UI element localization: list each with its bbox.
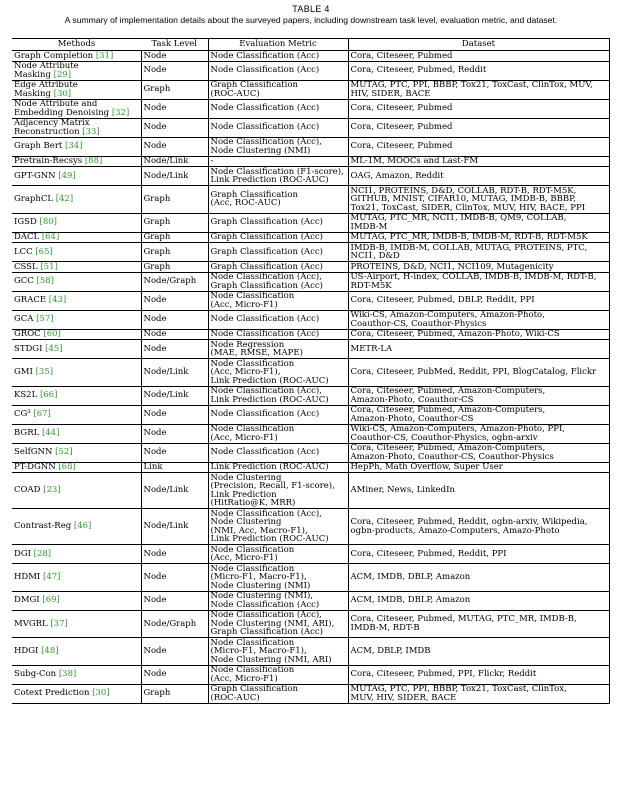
task-level-cell: Node [141,99,208,118]
citation-link[interactable]: [30] [92,688,110,699]
table-row [12,262,609,273]
method-name: GROC [14,329,41,339]
summary-table [12,38,610,704]
evaluation-metric-cell: Node Classification (F1-score), Link Prediction (ROC-AUC) [208,167,348,186]
evaluation-metric-cell: Node Classification (Acc, Micro-F1) [208,424,348,443]
method-cell [12,329,141,340]
evaluation-metric-cell: Node Classification (Acc, Micro-F1) [208,665,348,684]
table-row [12,137,609,156]
table-row [12,610,609,638]
method-cell [12,665,141,684]
evaluation-metric-cell: - [208,156,348,167]
table-row [12,329,609,340]
table-label: TABLE 4 [292,4,330,14]
method-cell [12,340,141,359]
table-row [12,310,609,329]
task-level-cell: Node/Link [141,167,208,186]
citation-link[interactable]: [48] [41,646,59,656]
citation-link[interactable]: [38] [58,669,77,680]
method-name: Cotext Prediction [14,688,90,699]
dataset-cell: Cora, Citeseer, Pubmed [348,118,609,137]
task-level-cell: Node [141,329,208,340]
citation-link[interactable]: [60] [43,329,61,339]
citation-link[interactable]: [45] [45,343,63,354]
table-row [12,99,609,118]
method-cell [12,462,141,473]
table-row [12,638,609,666]
table-row [12,405,609,424]
method-cell [12,291,141,310]
method-name: IGSD [14,217,37,228]
method-name: MVGRL [14,618,48,629]
method-cell [12,156,141,167]
method-cell [12,118,141,137]
table-row [12,462,609,473]
table-row [12,80,609,99]
dataset-cell: Cora, Citeseer, Pubmed, Amazon-Photo, Wiki-CS [348,329,609,340]
method-name: DACL [14,232,40,242]
method-cell [12,232,141,243]
citation-link[interactable]: [66] [39,390,58,401]
citation-link[interactable]: [46] [73,521,92,532]
task-level-cell: Node/Graph [141,272,208,291]
dataset-cell: MUTAG, PTC, PPI, BBBP, Tox21, ToxCast, ClinTox, MUV, HIV, SIDER, BACE [348,684,609,703]
table-row [12,61,609,80]
citation-link[interactable]: [44] [41,428,60,439]
method-name: SelfGNN [14,447,53,458]
header-methods: Methods [12,39,141,51]
table-caption [0,4,622,26]
method-name: GCC [14,276,34,287]
task-level-cell: Node [141,591,208,610]
dataset-cell: ACM, IMDB, DBLP, Amazon [348,564,609,592]
evaluation-metric-cell: Node Classification (Acc), Node Clustering (NMI, ARI), Graph Classification (Acc) [208,610,348,638]
task-level-cell: Node/Link [141,509,208,545]
dataset-cell: OAG, Amazon, Reddit [348,167,609,186]
citation-link[interactable]: [30] [53,88,72,99]
citation-link[interactable]: [64] [41,232,60,242]
method-cell [12,424,141,443]
task-level-cell: Node/Graph [141,610,208,638]
citation-link[interactable]: [88] [84,156,103,166]
evaluation-metric-cell: Node Classification (Micro-F1, Macro-F1), Node Clustering (NMI) [208,564,348,592]
table-row [12,359,609,387]
dataset-cell: ML-1M, MOOCs and Last-FM [348,156,609,167]
method-cell [12,137,141,156]
table-row [12,386,609,405]
table-row [12,340,609,359]
evaluation-metric-cell: Node Classification (Acc), Link Prediction (ROC-AUC) [208,386,348,405]
method-cell [12,99,141,118]
method-name: BGRL [14,428,40,439]
task-level-cell: Node [141,545,208,564]
dataset-cell: MUTAG, PTC_MR, IMDB-B, IMDB-M, RDT-B, RDT-M5K [348,232,609,243]
task-level-cell: Graph [141,684,208,703]
evaluation-metric-cell: Graph Classification (Acc, ROC-AUC) [208,186,348,214]
dataset-cell: Cora, Citeseer, Pubmed, PPI, Flickr, Reddit [348,665,609,684]
citation-link[interactable]: [29] [53,69,72,80]
dataset-cell: Cora, Citeseer, Pubmed, Amazon-Computers, Amazon-Photo, Coauthor-CS [348,405,609,424]
method-cell [12,51,141,62]
table-row [12,291,609,310]
citation-link[interactable]: [80] [39,217,57,228]
evaluation-metric-cell: Node Classification (Acc) [208,51,348,62]
task-level-cell: Node [141,61,208,80]
method-name: GPT-GNN [14,170,56,181]
evaluation-metric-cell: Graph Classification (ROC-AUC) [208,80,348,99]
evaluation-metric-cell: Node Classification (Acc, Micro-F1) [208,291,348,310]
evaluation-metric-cell: Node Classification (Acc) [208,405,348,424]
method-name: HDMI [14,572,41,582]
dataset-cell: ACM, IMDB, DBLP, Amazon [348,591,609,610]
method-name: GRACE [14,295,47,306]
dataset-cell: Cora, Citeseer, Pubmed, MUTAG, PTC_MR, IMDB-B, IMDB-M, RDT-B [348,610,609,638]
method-name: Node Attribute and Embedding Denoising [14,99,110,118]
evaluation-metric-cell: Node Classification (Acc) [208,329,348,340]
dataset-cell: Cora, Citeseer, Pubmed [348,51,609,62]
method-cell [12,243,141,262]
dataset-cell: PROTEINS, D&D, NCI1, NCI109, Mutagenicity [348,262,609,273]
citation-link[interactable]: [34] [65,141,83,152]
task-level-cell: Node [141,405,208,424]
method-name: KS2L [14,390,38,401]
citation-link[interactable]: [51] [40,261,58,272]
task-level-cell: Graph [141,232,208,243]
citation-link[interactable]: [69] [42,595,60,606]
method-cell [12,272,141,291]
header-dataset: Dataset [348,39,609,51]
evaluation-metric-cell: Node Classification (Acc), Node Clustering (NMI, Acc, Macro-F1), Link Prediction (ROC-AUC) [208,509,348,545]
method-cell [12,545,141,564]
task-level-cell: Graph [141,243,208,262]
task-level-cell: Node [141,118,208,137]
method-cell [12,167,141,186]
method-name: CSSL [14,261,38,272]
citation-link[interactable]: [33] [82,126,100,137]
task-level-cell: Node [141,51,208,62]
table-row [12,509,609,545]
method-name: Subg-Con [14,669,57,680]
table-row [12,443,609,462]
table-row [12,473,609,509]
dataset-cell: US-Airport, H-index, COLLAB, IMDB-B, IMDB-M, RDT-B, RDT-M5K [348,272,609,291]
evaluation-metric-cell: Node Classification (Acc), Graph Classification (Acc) [208,272,348,291]
citation-link[interactable]: [35] [35,367,54,377]
method-cell [12,610,141,638]
evaluation-metric-cell: Node Clustering (Precision, Recall, F1-score), Link Prediction (HitRatio@K, MRR) [208,473,348,509]
citation-link[interactable]: [67] [33,409,51,420]
evaluation-metric-cell: Graph Classification (Acc) [208,262,348,273]
method-name: Pretrain-Recsys [14,156,83,166]
table-row [12,213,609,232]
method-cell [12,684,141,703]
table-row [12,156,609,167]
method-name: CG³ [14,409,31,420]
dataset-cell: MUTAG, PTC, PPI, BBBP, Tox21, ToxCast, ClinTox, MUV, HIV, SIDER, BACE [348,80,609,99]
evaluation-metric-cell: Link Prediction (ROC-AUC) [208,462,348,473]
table-row [12,272,609,291]
table-row [12,591,609,610]
table-row [12,665,609,684]
method-cell [12,638,141,666]
method-name: LCC [14,246,33,257]
table-row [12,51,609,62]
method-name: HDGI [14,646,39,656]
method-cell [12,359,141,387]
method-cell [12,509,141,545]
table-caption-text: A summary of implementation details about the surveyed papers, including downstream task level, evaluation metric, and dataset. [64,15,558,25]
citation-link[interactable]: [68] [58,462,76,472]
citation-link[interactable]: [42] [55,194,74,204]
method-cell [12,310,141,329]
dataset-cell: MUTAG, PTC_MR, NCI1, IMDB-B, QM9, COLLAB, IMDB-M [348,213,609,232]
table-body [12,51,609,704]
method-cell [12,473,141,509]
method-cell [12,386,141,405]
citation-link[interactable]: [58] [36,276,54,287]
citation-link[interactable]: [57] [36,314,54,325]
task-level-cell: Node [141,340,208,359]
evaluation-metric-cell: Node Classification (Acc) [208,99,348,118]
dataset-cell: NCI1, PROTEINS, D&D, COLLAB, RDT-B, RDT-M5K, GITHUB, MNIST, CIFAR10, MUTAG, IMDB-B, BBBP, Tox21, ToxCast, SIDER, ClinTox, MUV, HIV, BACE, PPI [348,186,609,214]
dataset-cell: Wiki-CS, Amazon-Computers, Amazon-Photo, PPI, Coauthor-CS, Coauthor-Physics, ogbn-arxiv [348,424,609,443]
method-cell [12,591,141,610]
table-row [12,232,609,243]
method-name: DMGI [14,595,40,606]
task-level-cell: Node/Link [141,156,208,167]
method-name: Node Attribute Masking [14,61,79,80]
task-level-cell: Node/Link [141,359,208,387]
table-row [12,118,609,137]
dataset-cell: METR-LA [348,340,609,359]
citation-link[interactable]: [28] [33,548,52,559]
task-level-cell: Node [141,291,208,310]
dataset-cell: Cora, Citeseer, Pubmed, Reddit, PPI [348,545,609,564]
method-name: Adjacency Matrix Reconstruction [14,118,90,137]
dataset-cell: IMDB-B, IMDB-M, COLLAB, MUTAG, PROTEINS, PTC, NCI1, D&D [348,243,609,262]
evaluation-metric-cell: Node Clustering (NMI), Node Classification (Acc) [208,591,348,610]
evaluation-metric-cell: Graph Classification (ROC-AUC) [208,684,348,703]
evaluation-metric-cell: Node Classification (Acc) [208,61,348,80]
method-name: GCA [14,314,34,325]
evaluation-metric-cell: Graph Classification (Acc) [208,243,348,262]
dataset-cell: Cora, Citeseer, Pubmed, Amazon-Computers, Amazon-Photo, Coauthor-CS, Coauthor-Physics [348,443,609,462]
citation-link[interactable]: [65] [35,246,53,257]
table-row [12,564,609,592]
method-name: GraphCL [14,194,53,204]
method-name: STDGI [14,343,43,354]
task-level-cell: Graph [141,213,208,232]
evaluation-metric-cell: Graph Classification (Acc) [208,232,348,243]
task-level-cell: Node/Link [141,473,208,509]
citation-link[interactable]: [32] [111,107,130,118]
method-cell [12,443,141,462]
dataset-cell: Cora, Citeseer, Pubmed, DBLP, Reddit, PPI [348,291,609,310]
table-row [12,684,609,703]
evaluation-metric-cell: Graph Classification (Acc) [208,213,348,232]
method-cell [12,80,141,99]
method-cell [12,61,141,80]
task-level-cell: Node [141,443,208,462]
dataset-cell: Cora, Citeseer, Pubmed [348,99,609,118]
header-evaluation-metric: Evaluation Metric [208,39,348,51]
evaluation-metric-cell: Node Classification (Acc) [208,443,348,462]
dataset-cell: Cora, Citeseer, Pubmed [348,137,609,156]
task-level-cell: Node [141,310,208,329]
evaluation-metric-cell: Node Classification (Acc) [208,310,348,329]
citation-link[interactable]: [43] [48,295,67,306]
method-name: Contrast-Reg [14,521,72,532]
method-name: COAD [14,485,41,496]
task-level-cell: Node [141,665,208,684]
evaluation-metric-cell: Node Classification (Acc, Micro-F1), Link Prediction (ROC-AUC) [208,359,348,387]
evaluation-metric-cell: Node Classification (Acc, Micro-F1) [208,545,348,564]
task-level-cell: Link [141,462,208,473]
method-name: Edge Attribute Masking [14,80,78,99]
dataset-cell: HepPh, Math Overflow, Super User [348,462,609,473]
evaluation-metric-cell: Node Classification (Micro-F1, Macro-F1), Node Clustering (NMI, ARI) [208,638,348,666]
dataset-cell: Cora, Citeseer, Pubmed, Amazon-Computers, Amazon-Photo, Coauthor-CS [348,386,609,405]
task-level-cell: Node [141,137,208,156]
dataset-cell: AMiner, News, LinkedIn [348,473,609,509]
method-name: Graph Bert [14,141,63,152]
citation-link[interactable]: [31] [95,50,114,61]
table-row [12,545,609,564]
dataset-cell: Cora, Citeseer, Pubmed, Reddit, ogbn-arxiv, Wikipedia, ogbn-products, Amazo-Computers, Amazo-Photo [348,509,609,545]
task-level-cell: Node [141,424,208,443]
citation-link[interactable]: [49] [58,170,76,181]
task-level-cell: Node [141,564,208,592]
table-row [12,167,609,186]
evaluation-metric-cell: Node Classification (Acc), Node Clustering (NMI) [208,137,348,156]
dataset-cell: Cora, Citeseer, PubMed, Reddit, PPI, BlogCatalog, Flickr [348,359,609,387]
method-name: GMI [14,367,33,377]
table-row [12,424,609,443]
method-cell [12,213,141,232]
evaluation-metric-cell: Node Regression (MAE, RMSE, MAPE) [208,340,348,359]
task-level-cell: Graph [141,80,208,99]
method-name: DGI [14,548,31,559]
method-name: Graph Completion [14,50,94,61]
citation-link[interactable]: [23] [43,485,61,496]
dataset-cell: Cora, Citeseer, Pubmed, Reddit [348,61,609,80]
task-level-cell: Graph [141,186,208,214]
dataset-cell: Wiki-CS, Amazon-Computers, Amazon-Photo, Coauthor-CS, Coauthor-Physics [348,310,609,329]
citation-link[interactable]: [52] [55,447,73,458]
evaluation-metric-cell: Node Classification (Acc) [208,118,348,137]
task-level-cell: Node/Link [141,386,208,405]
method-cell [12,564,141,592]
citation-link[interactable]: [47] [43,572,61,582]
dataset-cell: ACM, DBLP, IMDB [348,638,609,666]
method-cell [12,186,141,214]
method-cell [12,262,141,273]
citation-link[interactable]: [37] [50,618,68,629]
task-level-cell: Node [141,638,208,666]
header-task-level: Task Level [141,39,208,51]
table-row [12,243,609,262]
method-cell [12,405,141,424]
method-name: PT-DGNN [14,462,56,472]
table-row [12,186,609,214]
header-row [12,39,609,51]
task-level-cell: Graph [141,262,208,273]
